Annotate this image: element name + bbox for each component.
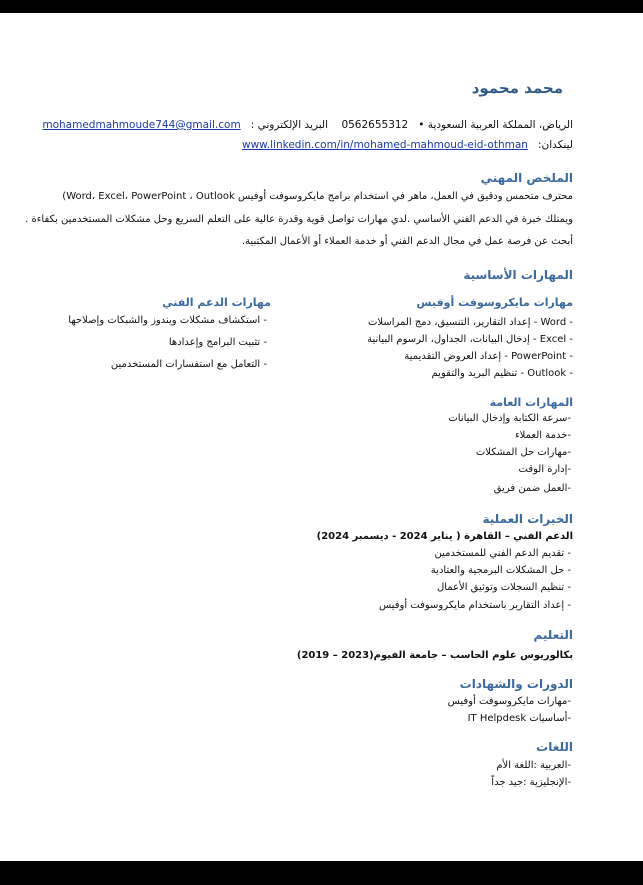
tech-skill-item: - استكشاف مشكلات ويندوز والشبكات وإصلاحها	[68, 315, 267, 326]
linkedin-line	[242, 139, 573, 152]
language-item: -العربية :اللغة الأم	[496, 760, 571, 771]
experience-role: الدعم الفني – القاهرة ( يناير 2024 - ديسمبر 2024)	[316, 531, 573, 542]
experience-item: - حل المشكلات البرمجية والعتادية	[430, 565, 571, 576]
candidate-name: محمد محمود	[471, 79, 563, 97]
general-skill-item: -العمل ضمن فريق	[493, 483, 571, 494]
contact-line	[42, 119, 573, 132]
summary-line: محترف متحمس ودقيق في العمل، ماهر في استخدام برامج مايكروسوفت أوفيس Word، Excel، PowerPoint ، Outlook)	[62, 191, 573, 202]
top-black-bar	[0, 0, 643, 13]
language-item: -الإنجليزية :جيد جداً	[491, 777, 571, 788]
general-skill-item: -مهارات حل المشكلات	[475, 447, 571, 458]
bottom-black-bar	[0, 861, 643, 885]
general-skills-heading: المهارات العامة	[489, 396, 573, 409]
office-skill-item: - PowerPoint - إعداد العروض التقديمية	[404, 351, 573, 362]
linkedin-link[interactable]: www.linkedin.com/in/mohamed-mahmoud-eid-othman	[242, 139, 528, 151]
email-link[interactable]: mohamedmahmoude744@gmail.com	[42, 119, 241, 131]
languages-heading: اللغات	[536, 740, 573, 754]
skills-heading: المهارات الأساسية	[463, 268, 573, 282]
experience-item: - إعداد التقارير باستخدام مايكروسوفت أوفيس	[378, 600, 571, 611]
location-text: الرياض، المملكة العربية السعودية •	[418, 119, 573, 131]
course-item: -أساسيات IT Helpdesk	[467, 713, 571, 724]
summary-heading: الملخص المهني	[480, 171, 573, 185]
education-heading: التعليم	[533, 628, 573, 642]
general-skill-item: -خدمة العملاء	[514, 430, 571, 441]
phone-text: 0562655312	[341, 119, 409, 131]
office-skill-item: - Word - إعداد التقارير، التنسيق، دمج المراسلات	[367, 317, 573, 328]
office-skills-heading: مهارات مايكروسوفت أوفيس	[416, 296, 573, 309]
general-skill-item: -إدارة الوقت	[518, 464, 571, 475]
email-label: البريد الإلكتروني :	[250, 119, 329, 131]
experience-item: - تقديم الدعم الفني للمستخدمين	[434, 548, 571, 559]
office-skill-item: - Excel - إدخال البيانات، الجداول، الرسوم البيانية	[367, 334, 573, 345]
tech-skill-item: - التعامل مع استفسارات المستخدمين	[110, 359, 267, 370]
education-line: بكالوريوس علوم الحاسب – جامعة الفيوم(2023 – 2019)	[296, 650, 573, 661]
summary-line: أبحث عن فرصة عمل في مجال الدعم الفني أو خدمة العملاء أو الأعمال المكتبية.	[241, 236, 573, 247]
general-skill-item: -سرعة الكتابة وإدخال البيانات	[448, 413, 571, 424]
courses-heading: الدورات والشهادات	[459, 677, 573, 691]
experience-heading: الخبرات العملية	[482, 512, 573, 526]
tech-skills-heading: مهارات الدعم الفني	[162, 296, 271, 309]
cv-page	[0, 13, 643, 861]
experience-item: - تنظيم السجلات وتوثيق الأعمال	[436, 582, 571, 593]
tech-skill-item: - تثبيت البرامج وإعدادها	[168, 337, 267, 348]
office-skill-item: - Outlook - تنظيم البريد والتقويم	[431, 368, 573, 379]
summary-line: ويمتلك خبرة في الدعم الفني الأساسي .لدي مهارات تواصل قوية وقدرة عالية على التعلم السريع وحل مشكلات المستخدمين بكفاءة .	[25, 214, 573, 225]
linkedin-label: لينكدان:	[537, 139, 573, 151]
course-item: -مهارات مايكروسوفت أوفيس	[447, 696, 571, 707]
